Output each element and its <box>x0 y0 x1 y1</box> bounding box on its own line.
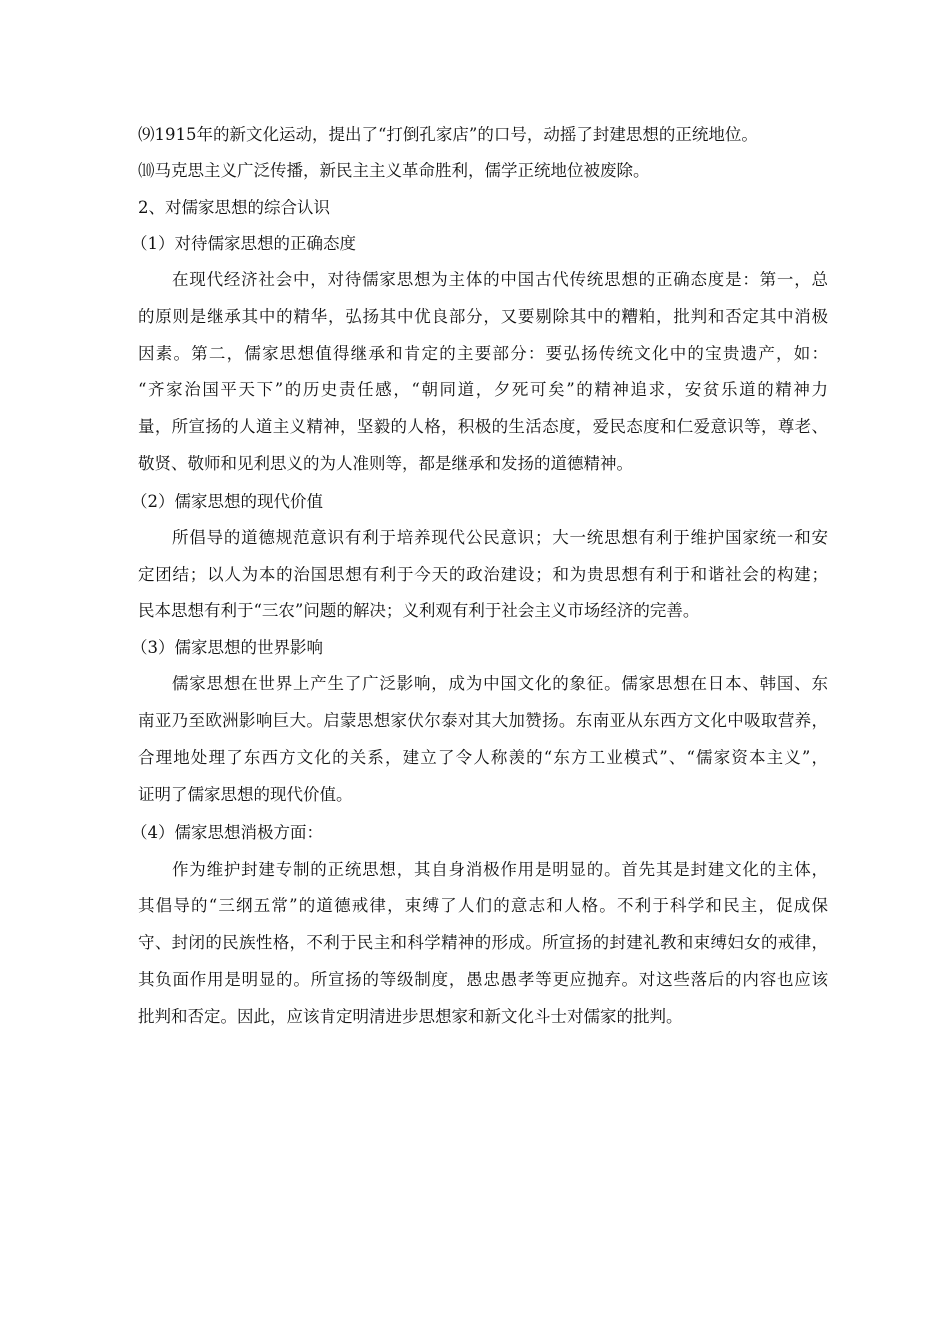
paragraph-line: 定团结；以人为本的治国思想有利于今天的政治建设；和为贵思想有利于和谐社会的构建； <box>138 565 828 584</box>
paragraph-line: “齐家治国平天下”的历史责任感，“朝同道，夕死可矣”的精神追求，安贫乐道的精神力 <box>138 380 828 399</box>
paragraph-line: 南亚乃至欧洲影响巨大。启蒙思想家伏尔泰对其大加赞扬。东南亚从东西方文化中吸取营养， <box>138 711 828 730</box>
paragraph-line: 批判和否定。因此，应该肯定明清进步思想家和新文化斗士对儒家的批判。 <box>138 1007 683 1026</box>
paragraph-line: 量，所宣扬的人道主义精神，坚毅的人格，积极的生活态度，爱民态度和仁爱意识等，尊老、 <box>138 417 828 436</box>
paragraph-line: 所倡导的道德规范意识有利于培养现代公民意识；大一统思想有利于维护国家统一和安 <box>172 528 828 547</box>
paragraph-line: 民本思想有利于“三农”问题的解决；义利观有利于社会主义市场经济的完善。 <box>138 601 700 620</box>
paragraph-line: 因素。第二，儒家思想值得继承和肯定的主要部分：要弘扬传统文化中的宝贵遗产，如： <box>138 344 828 363</box>
list-item-9: ⑼1915年的新文化运动，提出了“打倒孔家店”的口号，动摇了封建思想的正统地位。 <box>138 125 758 144</box>
subheading-1: （1）对待儒家思想的正确态度 <box>131 234 356 253</box>
paragraph-line: 作为维护封建专制的正统思想，其自身消极作用是明显的。首先其是封建文化的主体， <box>172 860 828 879</box>
paragraph-line: 其倡导的“三纲五常”的道德戒律，束缚了人们的意志和人格。不利于科学和民主，促成保 <box>138 896 828 915</box>
subheading-2: （2）儒家思想的现代价值 <box>131 492 323 511</box>
paragraph-line: 在现代经济社会中，对待儒家思想为主体的中国古代传统思想的正确态度是：第一，总 <box>172 270 828 289</box>
paragraph-line: 儒家思想在世界上产生了广泛影响，成为中国文化的象征。儒家思想在日本、韩国、东 <box>172 674 828 693</box>
section-heading: 2、对儒家思想的综合认识 <box>138 198 330 217</box>
paragraph-line: 的原则是继承其中的精华，弘扬其中优良部分，又要剔除其中的糟粕，批判和否定其中消极 <box>138 307 828 326</box>
paragraph-line: 合理地处理了东西方文化的关系，建立了令人称羡的“东方工业模式”、“儒家资本主义”， <box>138 748 828 767</box>
paragraph-line: 敬贤、敬师和见利思义的为人准则等，都是继承和发扬的道德精神。 <box>138 454 633 473</box>
subheading-4: （4）儒家思想消极方面： <box>131 823 323 842</box>
list-item-10: ⑽马克思主义广泛传播，新民主主义革命胜利，儒学正统地位被废除。 <box>138 161 650 180</box>
paragraph-line: 证明了儒家思想的现代价值。 <box>138 785 353 804</box>
paragraph-line: 守、封闭的民族性格，不利于民主和科学精神的形成。所宣扬的封建礼教和束缚妇女的戒律， <box>138 933 828 952</box>
subheading-3: （3）儒家思想的世界影响 <box>131 638 323 657</box>
paragraph-line: 其负面作用是明显的。所宣扬的等级制度，愚忠愚孝等更应抛弃。对这些落后的内容也应该 <box>138 970 828 989</box>
